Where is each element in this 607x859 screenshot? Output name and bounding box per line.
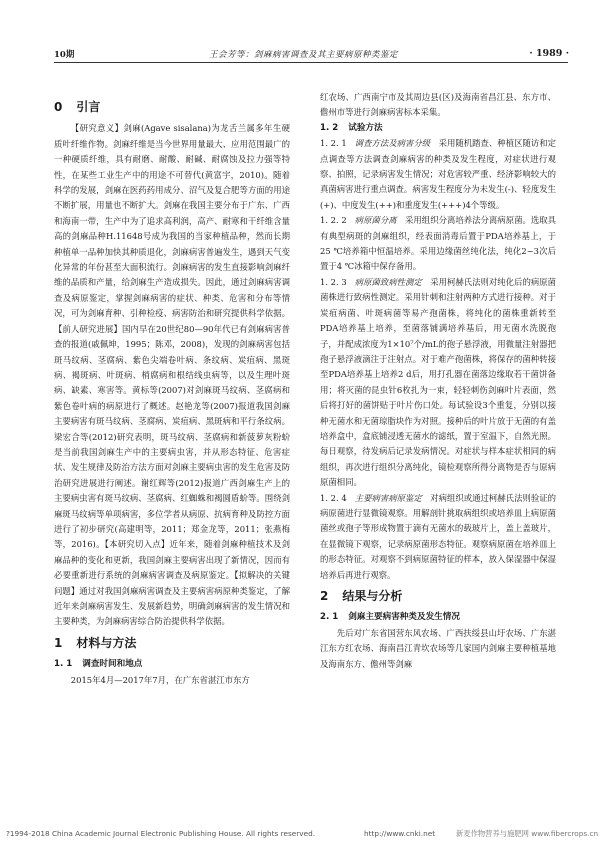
methods-heading-number: 1 bbox=[54, 635, 63, 650]
intro-heading-text: 引言 bbox=[76, 100, 101, 114]
issue-label: 10期 bbox=[54, 50, 75, 60]
section-1-2-2-title: 病原菌分离 bbox=[354, 215, 397, 226]
section-1-2-3-title: 病原菌致病性测定 bbox=[354, 276, 422, 287]
section-1-2-3-number: 1. 2. 3 bbox=[320, 276, 347, 287]
section-1-2-1-paragraph bbox=[320, 136, 556, 213]
section-1-2-2-body: 采用组织分离培养法分离病原菌。选取具有典型病斑的剑麻组织，经表面消毒后置于PDA培养基上，于25 ℃培养箱中恒温培养。采用边缘菌丝纯化法，纯化2~3次后置于4 ℃冰箱中保存备用。 bbox=[320, 215, 557, 272]
section-1-1-number: 1. 1 bbox=[54, 659, 73, 670]
page-number: · 1989 · bbox=[529, 48, 569, 59]
section-1-2-number: 1. 2 bbox=[320, 122, 339, 133]
footer-link[interactable]: http://www.cnki.net bbox=[364, 829, 436, 838]
section-1-2-4-title: 主要病害病原鉴定 bbox=[354, 492, 422, 503]
section-2-1-number: 2. 1 bbox=[320, 612, 339, 623]
intro-heading-number: 0 bbox=[54, 100, 63, 114]
methods-heading-text: 材料与方法 bbox=[76, 635, 137, 650]
left-column bbox=[54, 94, 290, 688]
results-heading bbox=[320, 589, 556, 604]
section-1-2-3-paragraph bbox=[320, 275, 556, 491]
intro-heading bbox=[54, 100, 290, 115]
watermark-text: 新麦作物营养与施肥网 www.fibercrops.cn bbox=[456, 829, 599, 838]
section-1-1-paragraph-start: 2015年4月—2017年7月，在广东省湛江市东方 bbox=[70, 674, 250, 685]
results-heading-number: 2 bbox=[320, 589, 329, 603]
section-1-2-4-body: 对病组织或通过柯赫氏法则验证的病原菌进行显微镜观察。用解剖针挑取病组织或培养皿上病原菌菌丝或孢子等形成物置于滴有无菌水的载玻片上，盖上盖玻片，在显微镜下观察，记录病原菌形态特征。观察病原菌在培养皿上的形态特征。对观察不到病原菌特征的样本，放入保湿器中保湿培养后再进行观察。 bbox=[320, 492, 557, 580]
section-1-1-paragraph-end: 红农场、广西南宁市及其周边县(区)及海南省昌江县、东方市、儋州市等进行剑麻病害标本采集。 bbox=[320, 92, 556, 118]
results-heading-text: 结果与分析 bbox=[342, 589, 403, 603]
page-footer bbox=[0, 829, 607, 843]
section-1-2-3-body: 采用柯赫氏法则对纯化后的病原菌菌株进行致病性测定。采用针刺和注射两种方式进行接种。对于炭疽病菌、叶斑病菌等易产孢菌株，将纯化的菌株重新转至PDA培养基上培养，至菌落铺满培养基后，用无菌水洗脱孢子，并配成浓度为1×10⁷个/mL的孢子悬浮液，用微量注射器把孢子悬浮液滴注于注射点。对于难产孢菌株，将保存的菌种转接至PDA培养基上培养2 d后，用打孔器在菌落边缘取若干菌饼备用；将灭菌的昆虫针6枚扎为一束，轻轻刺伤剑麻叶片表面，然后将打好的菌饼贴于叶片伤口处。每试验设3个重复，分别以接种无菌水和无菌琼脂块作为对照。接种后的叶片放于无菌的有盖培养盒中，盒底铺浸透无菌水的滤纸，置于室温下，自然光照。每日观察，待发病后记录发病情况。对症状与样本症状相同的病组织，再次进行组织分离纯化，镜检观察所得分离物是否与原病原菌相同。 bbox=[320, 276, 557, 488]
section-1-2-heading bbox=[320, 121, 556, 136]
section-1-2-1-body: 采用随机踏查、种植区随访和定点调查等方法调查剑麻病害的种类及发生程度，对症状进行观察、拍照，记录病害发生情况；对危害较严重、经济影响较大的真菌病害进行重点调查。病害发生程度分为未发生(-)、轻度发生(+)、中度发生(++)和重度发生(+++)4个等级。 bbox=[320, 138, 557, 210]
section-1-2-4-number: 1. 2. 4 bbox=[320, 492, 347, 503]
copyright-text: ?1994-2018 China Academic Journal Electronic Publishing House. All rights reserved. bbox=[6, 829, 316, 838]
right-column bbox=[320, 90, 556, 672]
section-2-1-heading bbox=[320, 610, 556, 625]
section-1-1-heading bbox=[54, 657, 290, 672]
section-1-1-title: 调查时间和地点 bbox=[82, 659, 143, 670]
running-header bbox=[0, 48, 607, 62]
section-1-2-1-number: 1. 2. 1 bbox=[320, 138, 347, 149]
section-1-2-1-title: 调查方法及病害分级 bbox=[354, 138, 431, 149]
methods-heading bbox=[54, 636, 290, 651]
intro-paragraph: 【研究意义】剑麻(Agave sisalana)为龙舌兰属多年生硬质叶纤维作物。剑麻纤维是当今世界用量最大、应用范围最广的一种硬质纤维，具有耐磨、耐酸、耐碱、耐腐蚀及拉力强等特性，在某些工业生产中的用途不可替代(黄富宇，2010)。随着科学的发展，剑麻在医药药用成分、沼气及复合肥等方面的用途不断扩展，用量也不断扩大。剑麻在我国主要分布于广东、广西和海南一带，生产中为了追求高利润，高产、耐寒和干纤维含量高的剑麻品种H.11648号成为我国的当家种植品种，然而长期种植单一品种加快其种质退化，剑麻病害普遍发生，遇到天气变化异常的年份甚至大面积流行。剑麻病害的发生直接影响剑麻纤维的品质和产量，给剑麻生产造成损失。因此，通过剑麻病害调查及病原鉴定，掌握剑麻病害的症状、种类、危害和分布等情况，可为剑麻育种、引种检疫、病害防治和研究提供科学依据。【前人研究进展】国内早在20世纪80—90年代已有剑麻病害普查的报道(戚佩坤，1995；陈邓，2008)，发现的剑麻病害包括斑马纹病、茎腐病、紫色尖端卷叶病、条纹病、炭疽病、黑斑病、褐斑病、叶斑病、梢腐病和根结线虫病等，以及生理叶斑病、缺素、寒害等。黄标等(2007)对剑麻斑马纹病、茎腐病和紫色卷叶病的病原进行了概述。赵艳龙等(2007)报道我国剑麻主要病害有斑马纹病、茎腐病、炭疽病、黑斑病和平行条纹病。梁宏合等(2012)研究表明，斑马纹病、茎腐病和新菠萝灰粉蚧是当前我国剑麻生产中的主要病虫害，并从形态特征、危害症状、发生规律及防治方法方面对剑麻主要病虫害的发生危害及防治研究进展进行阐述。谢红辉等(2012)报道广西剑麻生产上的主要病虫害有斑马纹病、茎腐病、红蜘蛛和褐圆盾蚧等。围绕剑麻斑马纹病等单项病害，多位学者从病原、抗病育种及防控方面进行了初步研究(高建明等，2011；郑金龙等，2011；张燕梅等，2016)。【本研究切入点】近年来，随着剑麻种植技术及剑麻品种的变化和更新，我国剑麻主要病害出现了新情况，因而有必要重新进行系统的剑麻病害调查及病原鉴定。【拟解决的关键问题】通过对我国剑麻病害调查及主要病害病原种类鉴定，了解近年来剑麻病害发生、发展新趋势，明确剑麻病害的发生情况和主要种类，为剑麻病害综合防治提供科学依据。 bbox=[54, 123, 290, 627]
running-title: 王会芳等：剑麻病害调查及其主要病原种类鉴定 bbox=[208, 50, 398, 60]
section-2-1-paragraph: 先后对广东省国营东风农场、广西扶绥县山圩农场、广东湛江东方红农场、海南昌江青坎农场等几家国内剑麻主要种植基地及海南东方、儋州等剑麻 bbox=[320, 627, 556, 669]
section-1-2-2-number: 1. 2. 2 bbox=[320, 215, 347, 226]
section-2-1-title: 剑麻主要病害种类及发生情况 bbox=[348, 612, 460, 623]
section-1-2-4-paragraph bbox=[320, 491, 556, 583]
section-1-2-2-paragraph bbox=[320, 213, 556, 275]
header-rule bbox=[54, 62, 568, 63]
section-1-2-title: 试验方法 bbox=[348, 122, 383, 133]
